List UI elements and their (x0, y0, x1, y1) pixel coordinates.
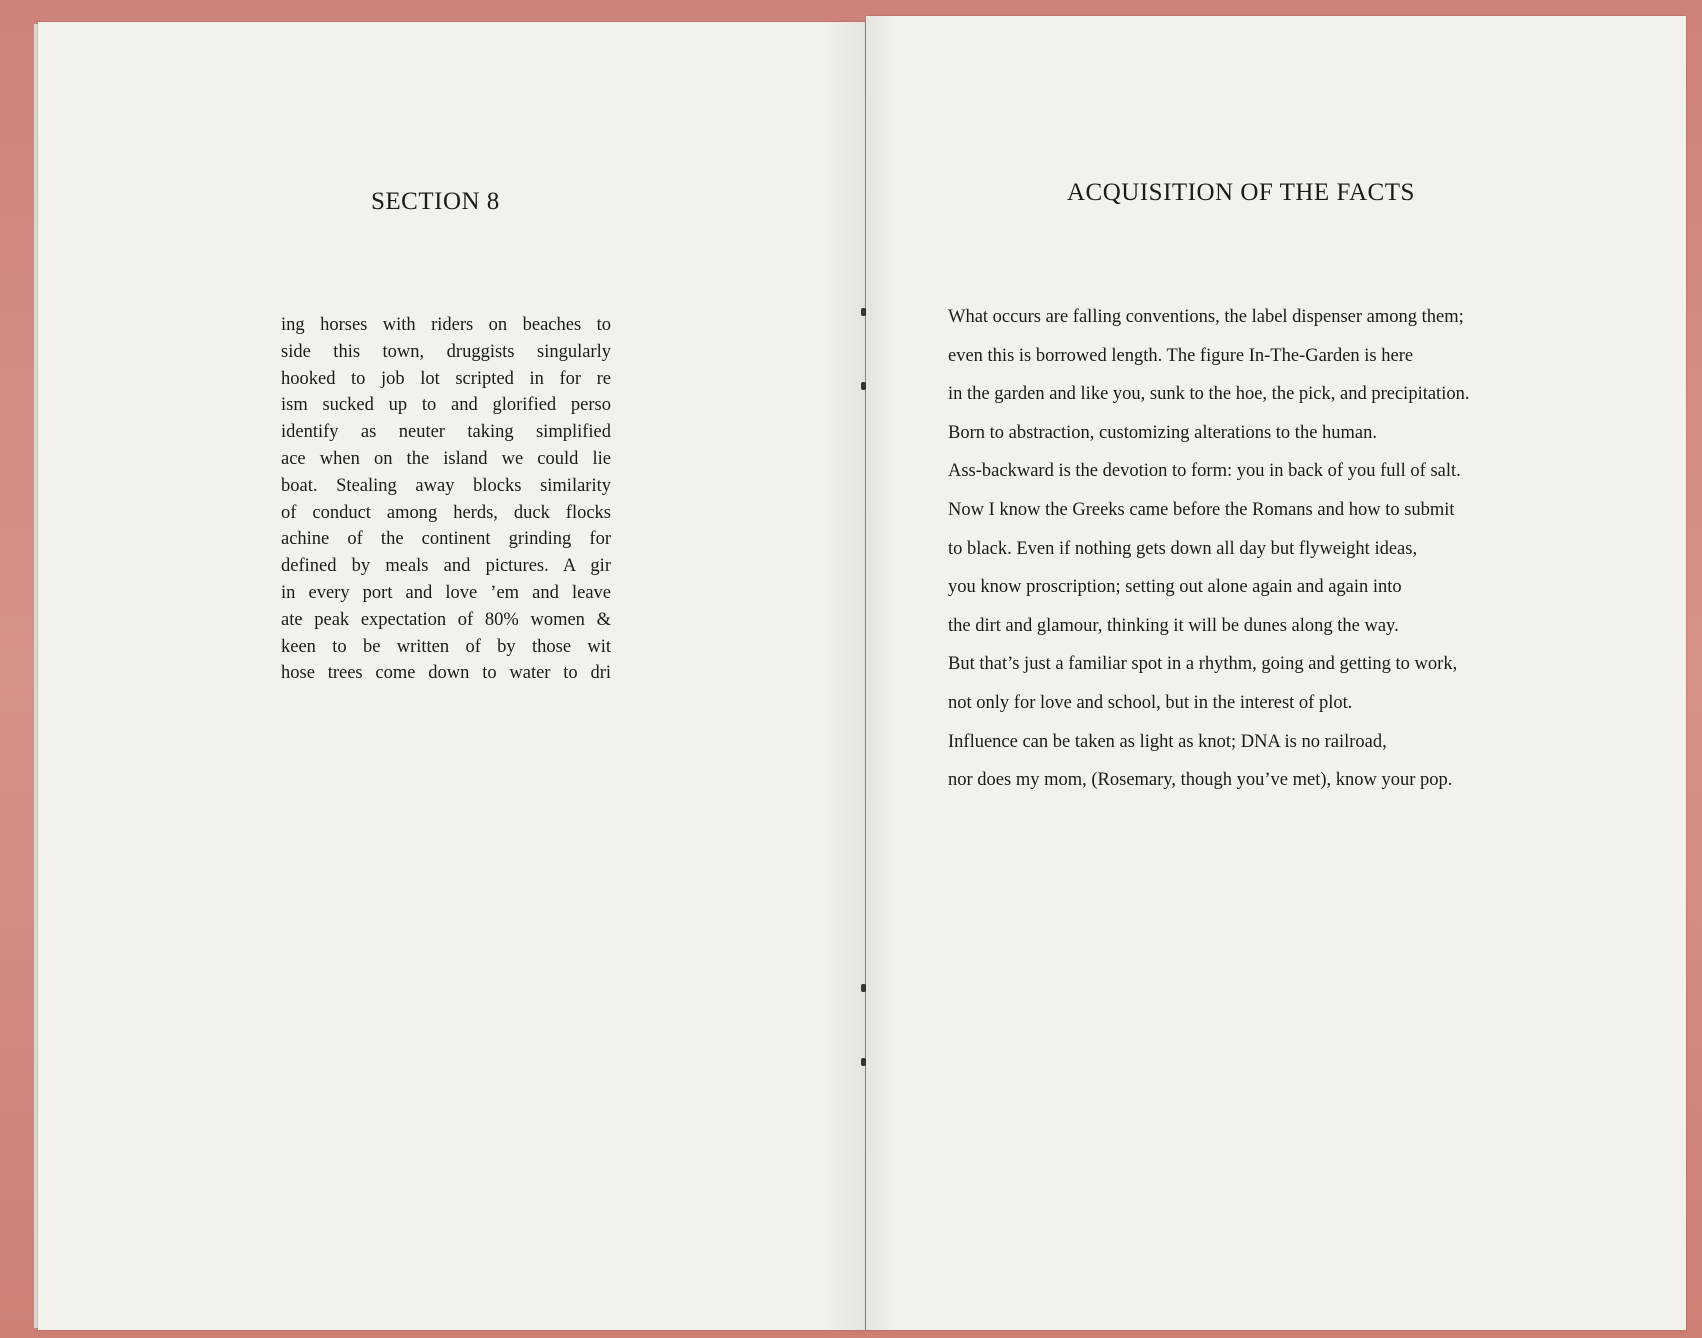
text-line: in the garden and like you, sunk to the hoe, the pick, and precipitation. (948, 384, 1470, 405)
text-line: you know proscription; setting out alone again and again into (948, 577, 1402, 598)
spine-shadow (866, 16, 896, 1330)
left-page-text (281, 312, 611, 687)
text-line: boat. Stealing away blocks similarity (281, 475, 611, 496)
text-line: the dirt and glamour, thinking it will be dunes along the way. (948, 615, 1399, 636)
text-line: defined by meals and pictures. A gir (281, 556, 611, 577)
text-line: ing horses with riders on beaches to (281, 315, 611, 335)
spine-shadow (825, 22, 865, 1330)
text-line: achine of the continent grinding for (281, 529, 611, 550)
text-line: Ass-backward is the devotion to form: you in back of you full of salt. (948, 461, 1461, 482)
right-page-text (948, 298, 1469, 800)
text-line: of conduct among herds, duck flocks (281, 502, 611, 523)
text-line: ism sucked up to and glorified perso (281, 395, 611, 416)
text-line: side this town, druggists singularly (281, 341, 611, 362)
text-line: not only for love and school, but in the interest of plot. (948, 692, 1353, 713)
text-line: ate peak expectation of 80% women & (281, 609, 611, 630)
text-line: Now I know the Greeks came before the Romans and how to submit (948, 499, 1455, 520)
text-line: identify as neuter taking simplified (281, 422, 611, 443)
right-page-heading: ACQUISITION OF THE FACTS (1067, 179, 1415, 206)
text-line: hose trees come down to water to dri (281, 663, 611, 684)
right-page (866, 16, 1686, 1330)
text-line: to black. Even if nothing gets down all day but flyweight ideas, (948, 538, 1418, 559)
text-line: nor does my mom, (Rosemary, though you’ve met), know your pop. (948, 770, 1453, 791)
text-line: even this is borrowed length. The figure In-The-Garden is here (948, 345, 1414, 366)
left-page (38, 22, 865, 1330)
text-line: keen to be written of by those wit (281, 636, 611, 657)
text-line: ace when on the island we could lie (281, 448, 611, 469)
text-line: What occurs are falling conventions, the label dispenser among them; (948, 307, 1464, 327)
text-line: in every port and love ’em and leave (281, 582, 611, 603)
text-line: hooked to job lot scripted in for re (281, 368, 611, 389)
text-line: Influence can be taken as light as knot; DNA is no railroad, (948, 731, 1387, 752)
text-line: Born to abstraction, customizing alterations to the human. (948, 422, 1378, 443)
text-line: But that’s just a familiar spot in a rhythm, going and getting to work, (948, 654, 1458, 675)
left-page-heading: SECTION 8 (371, 188, 500, 215)
